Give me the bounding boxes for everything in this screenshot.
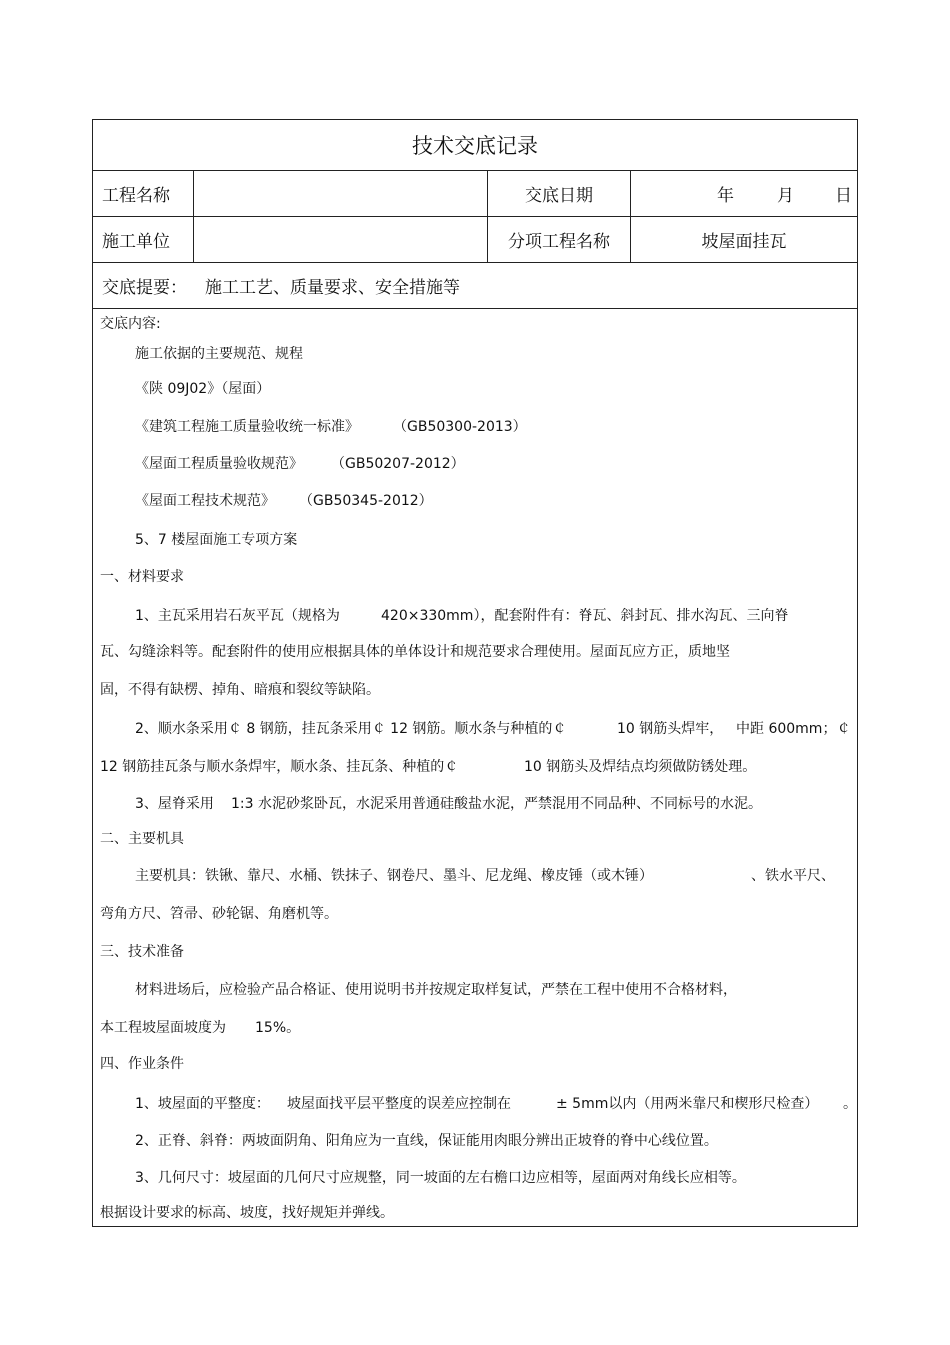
- paragraph-line: 420×330mm），配套附件有：脊瓦、斜封瓦、排水沟瓦、三向脊: [381, 608, 789, 624]
- paragraph-line: 本工程坡屋面坡度为: [100, 1020, 226, 1036]
- summary-row: [93, 263, 857, 309]
- section-heading: 一、材料要求: [100, 569, 184, 585]
- date-label: 交底日期: [487, 171, 630, 216]
- unit-row: [93, 217, 857, 263]
- basis-item-code: （GB50300-2013）: [393, 419, 527, 435]
- paragraph-line: 1:3 水泥砂浆卧瓦，水泥采用普通硅酸盐水泥，严禁混用不同品种、不同标号的水泥。: [231, 796, 762, 812]
- paragraph-line: 12 钢筋挂瓦条与顺水条焊牢，顺水条、挂瓦条、种植的￠: [100, 759, 459, 775]
- paragraph-line: 10 钢筋头及焊结点均须做防锈处理。: [524, 759, 757, 775]
- paragraph-line: 中距 600mm；￠: [736, 721, 851, 737]
- paragraph-line: ± 5mm以内（用两米靠尺和楔形尺检查）: [556, 1096, 819, 1112]
- paragraph-line: 。: [843, 1096, 857, 1112]
- paragraph-line: 固，不得有缺楞、掉角、暗痕和裂纹等缺陷。: [100, 682, 380, 698]
- content-section: [93, 309, 857, 1226]
- project-name-label: 工程名称: [102, 186, 170, 206]
- summary-value: 施工工艺、质量要求、安全措施等: [205, 278, 460, 298]
- paragraph-line: 材料进场后，应检验产品合格证、使用说明书并按规定取样复试，严禁在工程中使用不合格材料，: [135, 982, 737, 998]
- basis-item: 5、7 楼屋面施工专项方案: [135, 532, 298, 548]
- page-title: 技术交底记录: [412, 134, 538, 158]
- paragraph-line: 15%。: [255, 1020, 301, 1036]
- paragraph-line: 1、主瓦采用岩石灰平瓦（规格为: [135, 608, 340, 624]
- paragraph-line: 3、屋脊采用: [135, 796, 214, 812]
- paragraph-line: 2、正脊、斜脊：两坡面阴角、阳角应为一直线，保证能用肉眼分辨出正坡脊的脊中心线位置。: [135, 1133, 718, 1149]
- paragraph-line: 、铁水平尺、: [751, 868, 835, 884]
- date-day: 日: [835, 186, 852, 206]
- section-heading: 三、技术准备: [100, 944, 184, 960]
- summary-label: 交底提要：: [102, 278, 187, 298]
- basis-item-name: 《建筑工程施工质量验收统一标准》: [135, 419, 359, 435]
- paragraph-line: 3、几何尺寸：坡屋面的几何尺寸应规整，同一坡面的左右檐口边应相等，屋面两对角线长应相等。: [135, 1170, 746, 1186]
- paragraph-line: 弯角方尺、笤帚、砂轮锯、角磨机等。: [100, 906, 338, 922]
- disclosure-record-table: [92, 119, 858, 1227]
- section-heading: 四、作业条件: [100, 1056, 184, 1072]
- unit-value: [193, 217, 487, 262]
- basis-item-code: （GB50207-2012）: [331, 456, 465, 472]
- basis-item-name: 《屋面工程技术规范》: [135, 493, 275, 509]
- paragraph-line: 2、顺水条采用￠ 8 钢筋，挂瓦条采用￠ 12 钢筋。顺水条与种植的￠: [135, 721, 567, 737]
- paragraph-line: 坡屋面找平层平整度的误差应控制在: [287, 1096, 511, 1112]
- content-label: 交底内容:: [100, 316, 161, 332]
- paragraph-line: 10 钢筋头焊牢，: [617, 721, 724, 737]
- paragraph-line: 主要机具：铁锹、靠尺、水桶、铁抹子、钢卷尺、墨斗、尼龙绳、橡皮锤（或木锤）: [135, 868, 653, 884]
- paragraph-line: 瓦、勾缝涂料等。配套附件的使用应根据具体的单体设计和规范要求合理使用。屋面瓦应方正，质地坚: [100, 644, 730, 660]
- basis-heading: 施工依据的主要规范、规程: [135, 346, 303, 362]
- basis-item: 《陕 09J02》（屋面）: [135, 381, 271, 397]
- paragraph-line: 1、坡屋面的平整度：: [135, 1096, 270, 1112]
- date-value: [630, 171, 857, 216]
- sub-item-value: 坡屋面挂瓦: [630, 217, 857, 262]
- project-row: [93, 171, 857, 217]
- date-month: 月: [777, 186, 794, 206]
- basis-item-name: 《屋面工程质量验收规范》: [135, 456, 303, 472]
- title-row: [93, 120, 857, 171]
- sub-item-label: 分项工程名称: [487, 217, 630, 262]
- section-heading: 二、主要机具: [100, 831, 184, 847]
- date-year: 年: [717, 186, 734, 206]
- project-name-value: [193, 171, 487, 216]
- basis-item-code: （GB50345-2012）: [299, 493, 433, 509]
- paragraph-line: 根据设计要求的标高、坡度，找好规矩并弹线。: [100, 1205, 394, 1221]
- unit-label: 施工单位: [102, 232, 170, 252]
